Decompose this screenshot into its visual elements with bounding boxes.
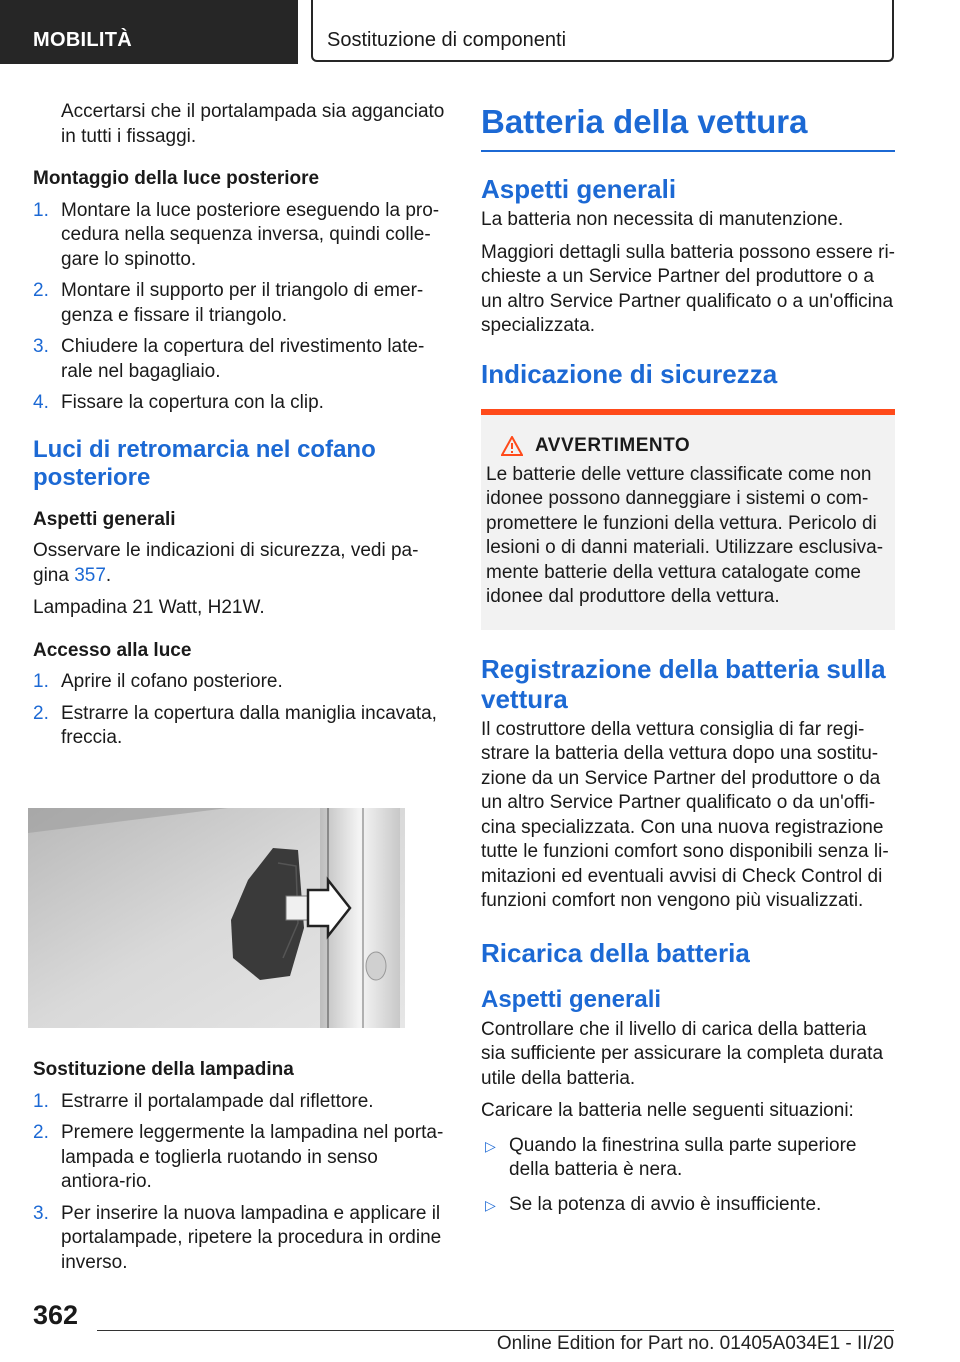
- triangle-bullet-icon: ▷: [485, 1196, 496, 1213]
- aspetti-generali-heading: Aspetti generali: [481, 174, 677, 204]
- lampadina-paragraph: Lampadina 21 Watt, H21W.: [33, 597, 265, 618]
- right-column: [481, 102, 895, 1217]
- warning-triangle-icon: [501, 436, 523, 456]
- ricarica-p1: Controllare che il livello di carica della batteria sia sufficiente per assicurare la completa durata utile della batteria.: [481, 1018, 884, 1089]
- list-item: ▷ Quando la finestrina sulla parte superiore della batteria è nera.: [485, 1134, 857, 1180]
- sostituzione-steps: [33, 1090, 445, 1276]
- accesso-heading: Accesso alla luce: [33, 639, 192, 661]
- footer-edition: Online Edition for Part no. 01405A034E1 - II/20: [496, 1333, 894, 1354]
- footer-divider: [97, 1330, 894, 1331]
- intro-paragraph: Accertarsi che il portalampada sia agganciato in tutti i fissaggi.: [61, 101, 445, 147]
- list-item: 2. Estrarre la copertura dalla maniglia incavata, freccia.: [33, 702, 437, 748]
- left-column-lower: [33, 1058, 445, 1275]
- chapter-tab: [311, 0, 894, 62]
- montaggio-heading: Montaggio della luce posteriore: [33, 168, 320, 189]
- triangle-bullet-icon: ▷: [485, 1137, 496, 1154]
- chapter-title: Sostituzione di componenti: [327, 29, 567, 51]
- montaggio-steps: [33, 199, 445, 416]
- page-link[interactable]: 357: [74, 564, 106, 586]
- warning-text: Le batterie delle vetture classificate come non idonee possono danneggiare i sistemi o com‐promettere le funzioni della vettura. Pericolo di lesioni o di danni materiali. Utilizzare esclusiva‐mente batterie della vettura catalogate come idonee dal produttore della vettura.: [486, 463, 884, 607]
- aspetti-p2: Maggiori dettagli sulla batteria possono essere ri‐chieste a un Service Partner del produttore o a un altro Service Partner qualificato o a un'officina specializzata.: [481, 241, 895, 336]
- ricarica-aspetti-heading: Aspetti generali: [481, 985, 662, 1013]
- warning-box: [481, 409, 895, 630]
- sicurezza-heading: Indicazione di sicurezza: [481, 358, 778, 389]
- list-item: ▷ Se la potenza di avvio è insufficiente.: [481, 1193, 895, 1218]
- retro-heading: Luci di retromarcia nel cofano posteriore: [33, 435, 376, 491]
- list-item: 1. Aprire il cofano posteriore.: [33, 671, 283, 692]
- ricarica-heading: Ricarica della batteria: [481, 937, 750, 968]
- aspetti-heading: Aspetti generali: [33, 508, 176, 530]
- section-title: MOBILITÀ: [33, 29, 133, 51]
- warning-label: AVVERTIMENTO: [535, 434, 691, 456]
- registrazione-text: Il costruttore della vettura consiglia di far regi‐strare la batteria della vettura dopo una sostitu‐zione da un Service Partner del produttore o da un altro Service Partner qualificato o da un'offi‐cina specializzata. Con una nuova registrazione tutte le funzioni comfort sono disponibili senza li‐mitazioni ed eventuali avvisi di Check Control di funzioni comfort non vengono più visualizzati.: [481, 718, 889, 911]
- list-item: 3. Per inserire la nuova lampadina e applicare il portalampade, ripetere la procedura in ordine inverso.: [33, 1202, 442, 1273]
- left-column: [33, 100, 445, 751]
- ricarica-list: [481, 1134, 895, 1218]
- list-item: 4. Fissare la copertura con la clip.: [33, 392, 324, 413]
- list-item: 3. Chiudere la copertura del rivestimento late‐rale nel bagagliaio.: [33, 336, 425, 382]
- sostituzione-heading: Sostituzione della lampadina: [33, 1059, 294, 1080]
- ricarica-p2: Caricare la batteria nelle seguenti situazioni:: [481, 1100, 854, 1121]
- accesso-steps: [33, 670, 445, 751]
- list-item: 1. Montare la luce posteriore eseguendo la pro‐cedura nella sequenza inversa, quindi colle‐gare lo spinotto.: [33, 199, 440, 270]
- page-number: 362: [33, 1300, 79, 1330]
- aspetti-p1: La batteria non necessita di manutenzione.: [481, 209, 844, 230]
- list-item: 1. Estrarre il portalampade dal riflettore.: [33, 1090, 374, 1112]
- page-title: Batteria della vettura: [481, 102, 895, 152]
- aspetti-paragraph: Osservare le indicazioni di sicurezza, vedi pa‐gina 357.: [33, 540, 419, 586]
- list-item: 2. Montare il supporto per il triangolo di emer‐genza e fissare il triangolo.: [33, 280, 424, 326]
- taillight-cover-photo: [28, 808, 405, 1028]
- section-tab: [0, 0, 298, 64]
- list-item: 2. Premere leggermente la lampadina nel porta‐lampada e toglierla ruotando in senso antiora‐rio.: [33, 1122, 444, 1192]
- registrazione-heading: Registrazione della batteria sulla vettura: [481, 653, 886, 714]
